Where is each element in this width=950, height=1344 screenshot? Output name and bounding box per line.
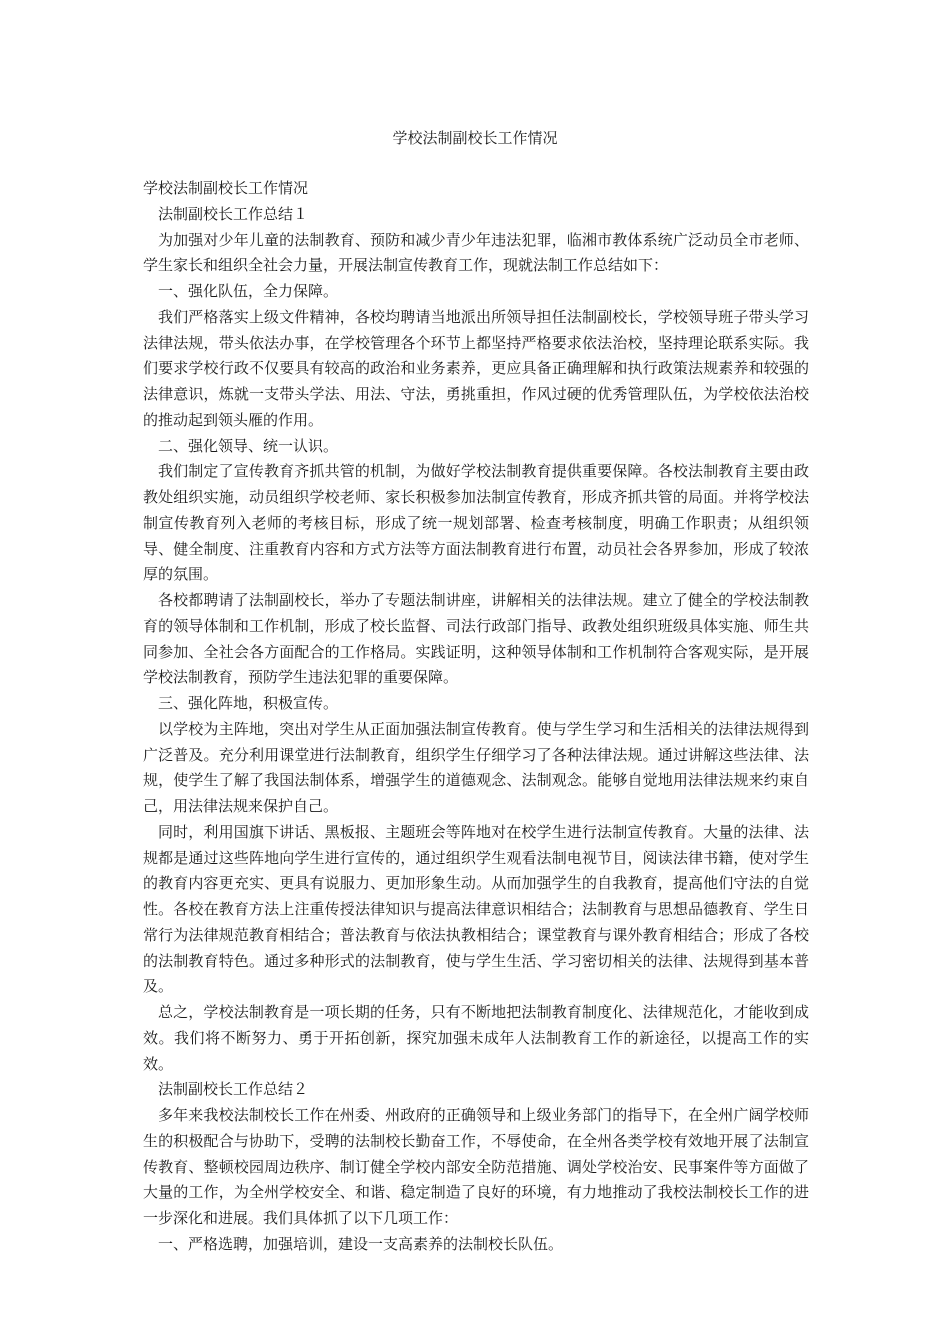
paragraph: 同时，利用国旗下讲话、黑板报、主题班会等阵地对在校学生进行法制宣传教育。大量的法律、法规都是通过这些阵地向学生进行宣传的，通过组织学生观看法制电视节目，阅读法律书籍，使对学生的教育内容更充实、更具有说服力、更加形象生动。从而加强学生的自我教育，提高他们守法的自觉性。各校在教育方法上注重传授法律知识与提高法律意识相结合；法制教育与思想品德教育、学生日常行为法律规范教育相结合；普法教育与依法执教相结合；课堂教育与课外教育相结合；形成了各校的法制教育特色。通过多种形式的法制教育，使与学生生活、学习密切相关的法律、法规得到基本普及。 <box>143 822 809 996</box>
paragraph: 多年来我校法制校长工作在州委、州政府的正确领导和上级业务部门的指导下，在全州广阔学校师生的积极配合与协助下，受聘的法制校长勤奋工作，不辱使命，在全州各类学校有效地开展了法制宣传教育、整顿校园周边秩序、制订健全学校内部安全防范措施、调处学校治安、民事案件等方面做了大量的工作，为全州学校安全、和谐、稳定制造了良好的环境，有力地推动了我校法制校长工作的进一步深化和进展。我们具体抓了以下几项工作： <box>143 1106 809 1227</box>
paragraph: 各校都聘请了法制副校长，举办了专题法制讲座，讲解相关的法律法规。建立了健全的学校法制教育的领导体制和工作机制，形成了校长监督、司法行政部门指导、政教处组织班级具体实施、师生共同参加、全社会各方面配合的工作格局。实践证明，这种领导体制和工作机制符合客观实际，是开展学校法制教育，预防学生违法犯罪的重要保障。 <box>143 591 809 687</box>
paragraph: 二、强化领导、统一认识。 <box>158 436 339 455</box>
document-title: 学校法制副校长工作情况 <box>392 129 558 147</box>
document-body <box>143 176 809 1258</box>
paragraph: 学校法制副校长工作情况 <box>143 179 309 197</box>
paragraph: 法制副校长工作总结１ <box>158 204 309 223</box>
paragraph: 一、强化队伍，全力保障。 <box>158 282 339 300</box>
paragraph: 总之，学校法制教育是一项长期的任务，只有不断地把法制教育制度化、法律规范化，才能收到成效。我们将不断努力、勇于开拓创新，探究加强未成年人法制教育工作的新途径，以提高工作的实效。 <box>143 1003 809 1073</box>
paragraph: 为加强对少年儿童的法制教育、预防和减少青少年违法犯罪，临湘市教体系统广泛动员全市老师、学生家长和组织全社会力量，开展法制宣传教育工作，现就法制工作总结如下： <box>143 230 809 275</box>
paragraph: 以学校为主阵地，突出对学生从正面加强法制宣传教育。使与学生学习和生活相关的法律法规得到广泛普及。充分利用课堂进行法制教育，组织学生仔细学习了各种法律法规。通过讲解这些法律、法规，使学生了解了我国法制体系，增强学生的道德观念、法制观念。能够自觉地用法律法规来约束自己，用法律法规来保护自己。 <box>143 719 809 815</box>
paragraph: 法制副校长工作总结２ <box>158 1080 309 1099</box>
paragraph: 一、严格选聘，加强培训，建设一支高素养的法制校长队伍。 <box>158 1234 564 1253</box>
paragraph: 我们制定了宣传教育齐抓共管的机制，为做好学校法制教育提供重要保障。各校法制教育主要由政教处组织实施，动员组织学校老师、家长积极参加法制宣传教育，形成齐抓共管的局面。并将学校法制宣传教育列入老师的考核目标，形成了统一规划部署、检查考核制度，明确工作职责；从组织领导、健全制度、注重教育内容和方式方法等方面法制教育进行布置，动员社会各界参加，形成了较浓厚的氛围。 <box>143 462 809 584</box>
paragraph: 三、强化阵地，积极宣传。 <box>158 694 339 712</box>
paragraph: 我们严格落实上级文件精神，各校均聘请当地派出所领导担任法制副校长，学校领导班子带头学习法律法规，带头依法办事，在学校管理各个环节上都坚持严格要求依法治校，坚持理论联系实际。我们要求学校行政不仅要具有较高的政治和业务素养，更应具备正确理解和执行政策法规素养和较强的法律意识，炼就一支带头学法、用法、守法，勇挑重担，作风过硬的优秀管理队伍，为学校依法治校的推动起到领头雁的作用。 <box>143 307 809 429</box>
